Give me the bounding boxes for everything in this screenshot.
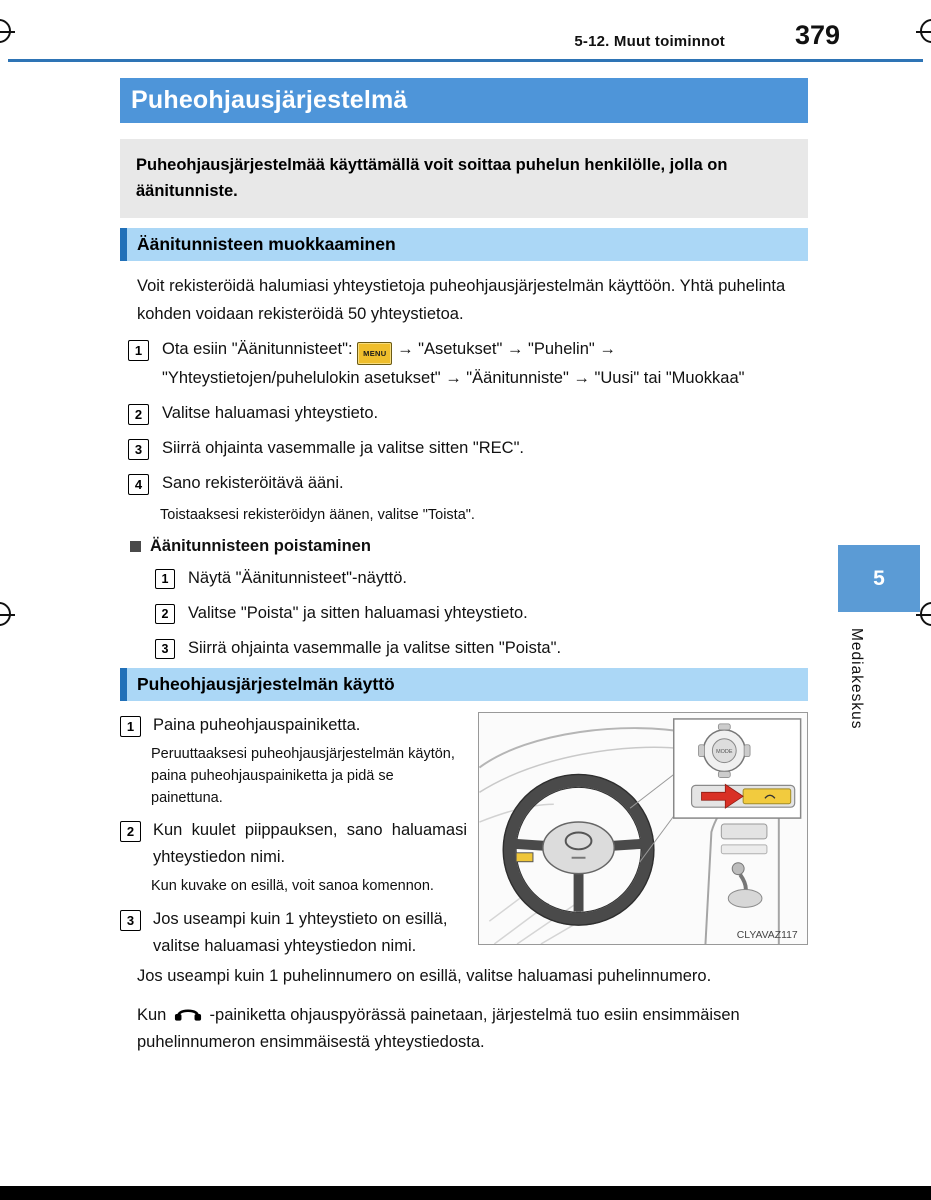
car-interior-illustration xyxy=(479,713,807,944)
chapter-label: Mediakeskus xyxy=(848,628,865,730)
paragraph-with-icon xyxy=(137,1003,808,1056)
step-number-box: 2 xyxy=(128,404,149,425)
step-number-box: 2 xyxy=(155,604,175,624)
closing-paragraphs xyxy=(137,964,808,1069)
step-item xyxy=(120,817,467,871)
steps-list xyxy=(128,336,808,670)
section-use-body xyxy=(120,712,808,965)
registration-mark xyxy=(0,602,11,626)
step-item xyxy=(128,400,808,427)
step-number-box: 3 xyxy=(128,439,149,460)
step-text: Valitse "Poista" ja sitten haluamasi yhteystieto. xyxy=(188,604,528,623)
registration-mark xyxy=(920,602,931,626)
step-text: Jos useampi kuin 1 yhteystieto on esillä, valitse haluamasi yhteystiedon nimi. xyxy=(153,910,448,956)
paragraph-text-before: Kun xyxy=(137,1005,167,1024)
phone-handset-icon xyxy=(174,1005,202,1031)
step-item xyxy=(128,336,808,392)
substeps-list xyxy=(155,565,808,662)
step-text: Näytä "Äänitunnisteet"-näyttö. xyxy=(188,569,408,588)
figure-frame xyxy=(478,712,808,945)
breadcrumb: 5-12. Muut toiminnot xyxy=(574,33,725,50)
step-text: Siirrä ohjainta vasemmalle ja valitse sitten "Poista". xyxy=(188,639,562,658)
step-item xyxy=(155,600,808,627)
step-item xyxy=(120,712,467,739)
page-number: 379 xyxy=(794,20,840,50)
step-note: Toistaaksesi rekisteröidyn äänen, valitse "Toista". xyxy=(160,507,475,524)
section-heading-use: Puheohjausjärjestelmän käyttö xyxy=(120,668,808,701)
step-note: Kun kuvake on esillä, voit sanoa komennon. xyxy=(151,878,434,895)
intro-summary: Puheohjausjärjestelmää käyttämällä voit soittaa puhelun henkilölle, jolla on äänitunniste. xyxy=(120,139,808,218)
step-item xyxy=(128,435,808,462)
step-text xyxy=(162,336,808,392)
step-text-after: → "Asetukset" → "Puhelin" → "Yhteystietojen/puhelulokin asetukset" → "Äänitunniste" → "Uusi" tai "Muokkaa" xyxy=(162,340,745,388)
step-text: Siirrä ohjainta vasemmalle ja valitse sitten "REC". xyxy=(162,439,525,458)
step-number-box: 2 xyxy=(120,821,141,842)
step-number-box: 4 xyxy=(128,474,149,495)
step-item xyxy=(128,470,808,497)
section-heading-edit: Äänitunnisteen muokkaaminen xyxy=(120,228,808,261)
step-item xyxy=(120,906,467,960)
step-number-box: 3 xyxy=(120,910,141,931)
page-title: Puheohjausjärjestelmä xyxy=(120,78,808,123)
step-text: Kun kuulet piippauksen, sano haluamasi yhteystiedon nimi. xyxy=(153,821,467,867)
registration-mark xyxy=(920,19,931,43)
subsection-heading-text: Äänitunnisteen poistaminen xyxy=(150,537,371,556)
step-number-box: 1 xyxy=(120,716,141,737)
svg-text:MODE: MODE xyxy=(716,749,733,756)
page-bottom-bar xyxy=(0,1186,931,1200)
step-item xyxy=(155,635,808,662)
subsection-heading xyxy=(130,537,808,556)
header-rule xyxy=(8,59,923,62)
step-note: Peruuttaaksesi puheohjausjärjestelmän käytön, paina puheohjauspainiketta ja pidä se painettuna. xyxy=(151,746,455,806)
menu-button-icon: MENU xyxy=(357,342,392,365)
step-text-before: Ota esiin "Äänitunnisteet": xyxy=(162,340,353,358)
step-number-box: 3 xyxy=(155,639,175,659)
steps-column xyxy=(120,712,467,965)
square-bullet-icon xyxy=(130,541,141,552)
step-text: Valitse haluamasi yhteystieto. xyxy=(162,404,379,423)
section-paragraph: Voit rekisteröidä halumiasi yhteystietoja puheohjausjärjestelmän käyttöön. Yhtä puhelinta kohden voidaan rekisteröidä 50 yhteystietoa. xyxy=(137,277,786,324)
paragraph-text-after: -painiketta ohjauspyörässä painetaan, järjestelmä tuo esiin ensimmäisen puhelinnumeron ensimmäisestä yhteystiedosta. xyxy=(137,1005,740,1052)
paragraph: Jos useampi kuin 1 puhelinnumero on esillä, valitse haluamasi puhelinnumero. xyxy=(137,967,712,985)
step-text: Paina puheohjauspainiketta. xyxy=(153,716,361,734)
image-code: CLYAVAZ117 xyxy=(736,930,798,942)
step-text: Sano rekisteröitävä ääni. xyxy=(162,474,344,493)
chapter-tab: 5 xyxy=(838,545,920,612)
registration-mark xyxy=(0,19,11,43)
step-number-box: 1 xyxy=(128,340,149,361)
step-item xyxy=(155,565,808,592)
step-number-box: 1 xyxy=(155,569,175,589)
